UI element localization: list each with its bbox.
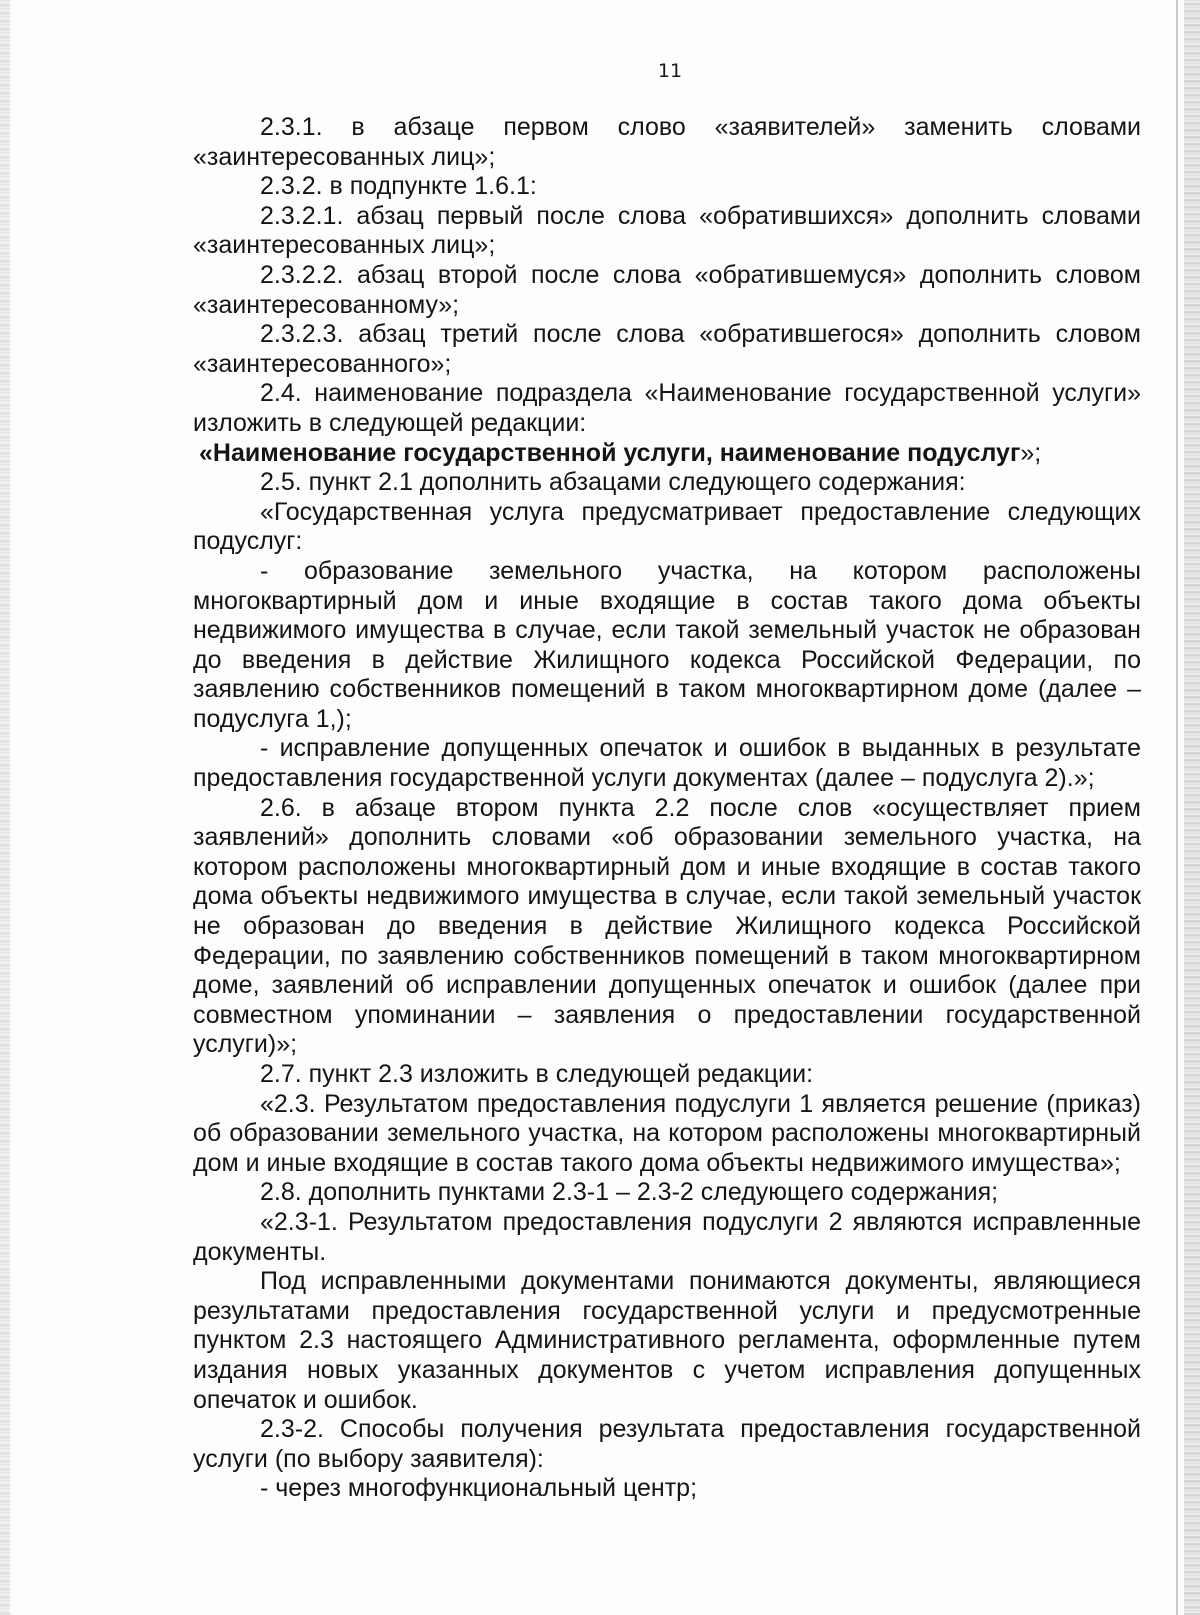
scan-edge-line <box>1176 0 1178 1615</box>
paragraph: 2.3.2.3. абзац третий после слова «обратившегося» дополнить словом «заинтересованного»; <box>193 320 1141 378</box>
paragraph: 2.6. в абзаце втором пункта 2.2 после слов «осуществляет прием заявлений» дополнить словами «об образовании земельного участка, на котором расположены многоквартирный дом и иные входящие в состав такого дома объекты недвижимого имущества в случае, если такой земельный участок не образован до введения в действие Жилищного кодекса Российской Федерации, по заявлению собственников помещений в таком многоквартирном доме, заявлений об исправлении допущенных опечаток и ошибок (далее при совместном упоминании – заявления о предоставлении государственной услуги)»; <box>193 793 1141 1059</box>
paragraph: 2.8. дополнить пунктами 2.3-1 – 2.3-2 следующего содержания; <box>260 1178 999 1207</box>
paragraph: - образование земельного участка, на котором расположены многоквартирный дом и иные входящие в состав такого дома объекты недвижимого имущества в случае, если такой земельный участок не образован до введения в действие Жилищного кодекса Российской Федерации, по заявлению собственников помещений в таком многоквартирном доме (далее – подуслуга 1,); <box>193 556 1141 733</box>
paragraph: 2.3.2. в подпункте 1.6.1: <box>260 172 537 201</box>
paragraph: «2.3. Результатом предоставления подуслуги 1 является решение (приказ) об образовании земельного участка, на котором расположены многоквартирный дом и иные входящие в состав такого дома объекты недвижимого имущества»; <box>193 1089 1141 1177</box>
paragraph: 2.3.2.2. абзац второй после слова «обратившемуся» дополнить словом «заинтересованному»; <box>193 260 1141 319</box>
paragraph: - через многофункциональный центр; <box>260 1474 698 1503</box>
subsection-title <box>193 439 1141 469</box>
paragraph: 2.3.1. в абзаце первом слово «заявителей» заменить словами «заинтересованных лиц»; <box>193 113 1141 171</box>
page-number: 11 <box>657 60 683 82</box>
paragraph: 2.5. пункт 2.1 дополнить абзацами следующего содержания: <box>260 468 966 497</box>
document-body <box>193 113 1141 1504</box>
paragraph: 2.3-2. Способы получения результата предоставления государственной услуги (по выбору заявителя): <box>193 1415 1141 1473</box>
open-quote: « <box>199 438 213 467</box>
paragraph: - исправление допущенных опечаток и ошибок в выданных в результате предоставления государственной услуги документах (далее – подуслуга 2).»; <box>193 734 1141 793</box>
scan-edge-left <box>0 0 10 1615</box>
subsection-title-text: Наименование государственной услуги, наименование подуслуг <box>212 438 1021 467</box>
paragraph: Под исправленными документами понимаются документы, являющиеся результатами предоставления государственной услуги и предусмотренные пунктом 2.3 настоящего Административного регламента, оформленные путем издания новых указанных документов с учетом исправления допущенных опечаток и ошибок. <box>193 1267 1141 1414</box>
paragraph: 2.3.2.1. абзац первый после слова «обратившихся» дополнить словами «заинтересованных лиц»; <box>193 201 1141 260</box>
paragraph: «Государственная услуга предусматривает предоставление следующих подуслуг: <box>193 497 1141 556</box>
scan-edge-right <box>1184 0 1200 1615</box>
close-quote: »; <box>1020 438 1042 467</box>
paragraph: «2.3-1. Результатом предоставления подуслуги 2 являются исправленные документы. <box>193 1207 1141 1266</box>
paragraph: 2.7. пункт 2.3 изложить в следующей редакции: <box>260 1060 814 1088</box>
paragraph: 2.4. наименование подраздела «Наименование государственной услуги» изложить в следующей редакции: <box>193 379 1141 437</box>
